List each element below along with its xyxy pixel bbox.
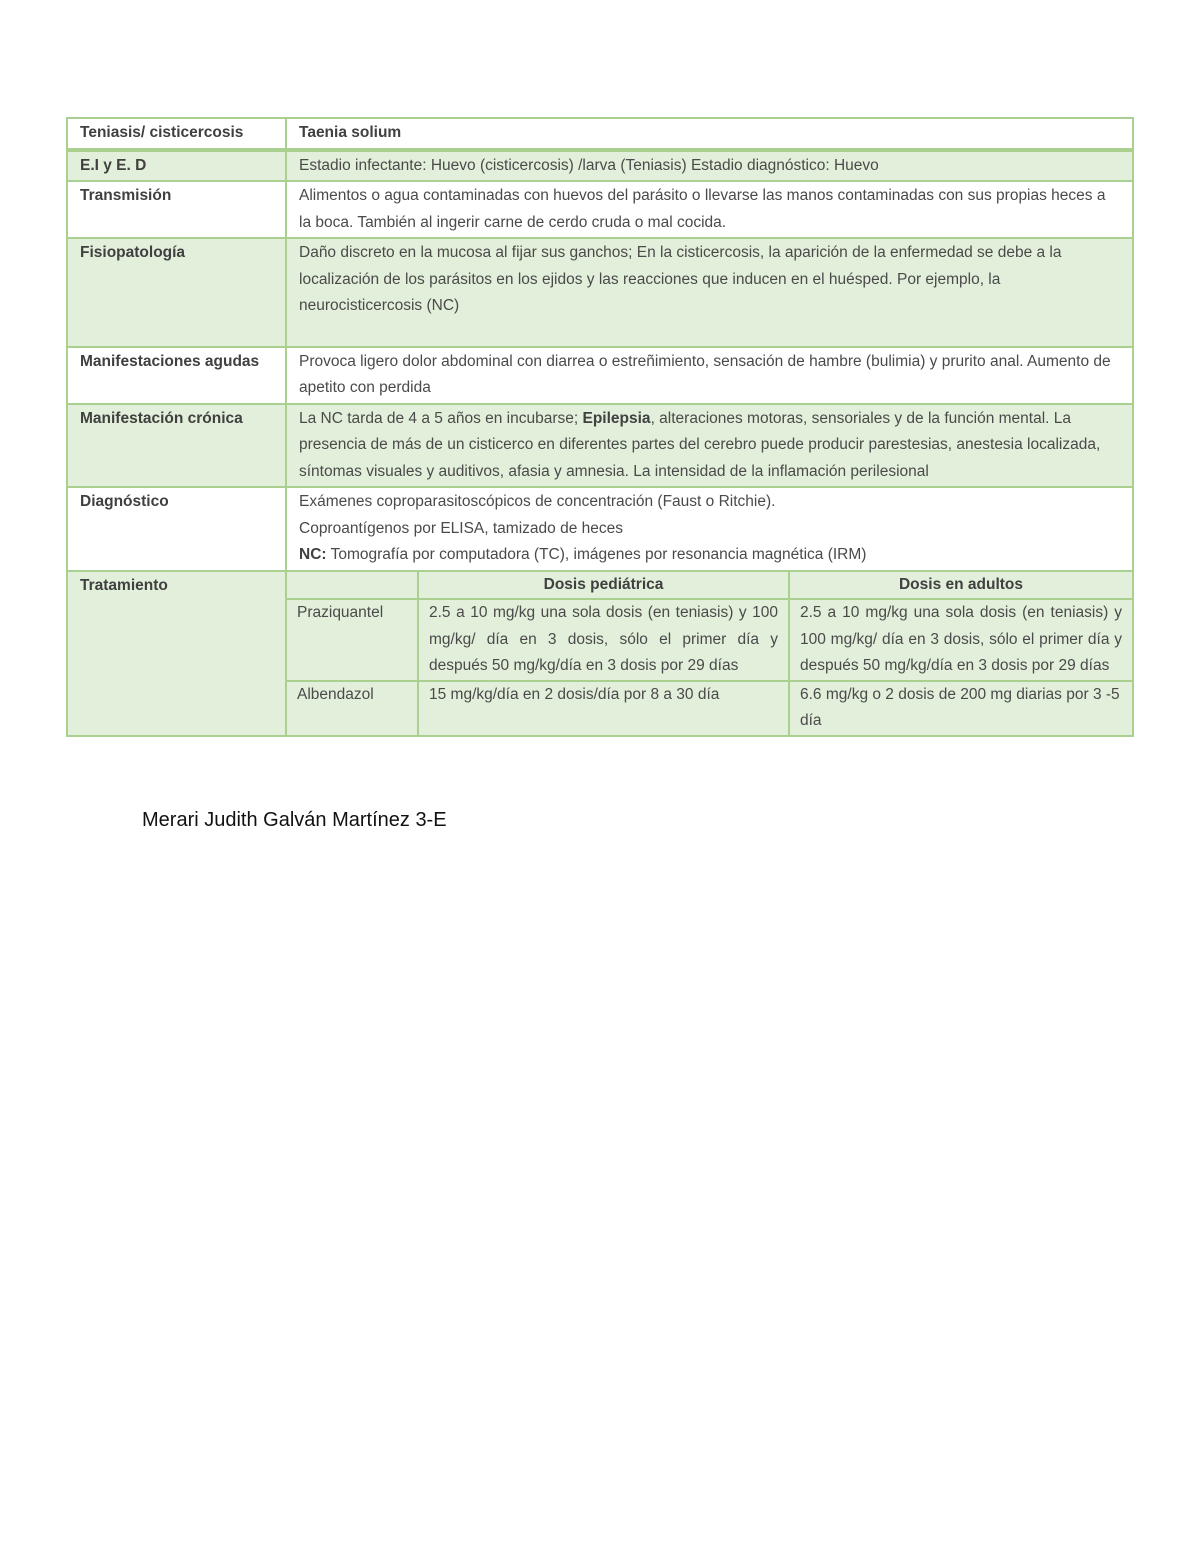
row-label: Fisiopatología (67, 238, 286, 347)
diagnosis-line-text: Tomografía por computadora (TC), imágenes por resonancia magnética (IRM) (326, 546, 867, 563)
author-name: Merari Judith Galván Martínez 3-E (142, 809, 447, 831)
row-label: Transmisión (67, 181, 286, 238)
diagnosis-line: Coproantígenos por ELISA, tamizado de heces (299, 519, 623, 537)
pediatric-dose-header: Dosis pediátrica (418, 572, 789, 600)
pediatric-dose: 15 mg/kg/día en 2 dosis/día por 8 a 30 día (418, 681, 789, 735)
table-header-row (67, 118, 1133, 150)
pediatric-dose: 2.5 a 10 mg/kg una sola dosis (en teniasis) y 100 mg/kg/ día en 3 dosis, sólo el primer día y después 50 mg/kg/día en 3 dosis por 29 días (418, 599, 789, 681)
row-value: Alimentos o agua contaminadas con huevos del parásito o llevarse las manos contaminadas con sus propias heces a la boca. También al ingerir carne de cerdo cruda o mal cocida. (286, 181, 1133, 238)
drug-row (287, 681, 1132, 735)
row-value-text: La NC tarda de 4 a 5 años en incubarse; (299, 409, 583, 427)
adult-dose: 6.6 mg/kg o 2 dosis de 200 mg diarias por 3 -5 día (789, 681, 1132, 735)
row-label: Manifestaciones agudas (67, 347, 286, 404)
row-label: Diagnóstico (67, 487, 286, 571)
table-row (67, 150, 1133, 182)
treatment-header-row (287, 572, 1132, 600)
table-row (67, 404, 1133, 488)
row-value (286, 487, 1133, 571)
empty-cell (287, 572, 418, 600)
treatment-cell (286, 571, 1133, 736)
table-row (67, 238, 1133, 347)
row-label: Tratamiento (67, 571, 286, 736)
table-row (67, 487, 1133, 571)
nc-bold: NC: (299, 546, 327, 563)
table-row (67, 181, 1133, 238)
row-value: Daño discreto en la mucosa al fijar sus ganchos; En la cisticercosis, la aparición de la enfermedad se debe a la localización de los parásitos en los ejidos y las reacciones que inducen en el huésped. Por ejemplo, la neurocisticercosis (NC) (286, 238, 1133, 347)
diagnosis-line (299, 542, 1120, 569)
header-label: Teniasis/ cisticercosis (67, 118, 286, 150)
treatment-subtable (287, 572, 1132, 735)
drug-name: Albendazol (287, 681, 418, 735)
epilepsia-bold: Epilepsia (582, 409, 651, 427)
row-label: Manifestación crónica (67, 404, 286, 488)
adult-dose: 2.5 a 10 mg/kg una sola dosis (en teniasis) y 100 mg/kg/ día en 3 dosis, sólo el primer día y después 50 mg/kg/día en 3 dosis por 29 días (789, 599, 1132, 681)
table-row (67, 347, 1133, 404)
row-value-text: , alteraciones motoras, sensoriales y de la función mental. La presencia de más de un cisticerco en diferentes partes del cerebro puede producir parestesias, anestesia localizada, síntomas visuales y auditivos, afasia y amnesia. La intensidad de la inflamación perilesional (299, 409, 1101, 480)
drug-row (287, 599, 1132, 681)
drug-name: Praziquantel (287, 599, 418, 681)
row-value: Estadio infectante: Huevo (cisticercosis) /larva (Teniasis) Estadio diagnóstico: Huevo (286, 150, 1133, 182)
diagnosis-line: Exámenes coproparasitoscópicos de concentración (Faust o Ritchie). (299, 493, 776, 510)
header-value: Taenia solium (286, 118, 1133, 150)
adult-dose-header: Dosis en adultos (789, 572, 1132, 600)
row-label: E.I y E. D (67, 150, 286, 182)
row-value (286, 404, 1133, 488)
taenia-solium-table (66, 117, 1134, 737)
row-value: Provoca ligero dolor abdominal con diarrea o estreñimiento, sensación de hambre (bulimia) y prurito anal. Aumento de apetito con perdida (286, 347, 1133, 404)
treatment-row (67, 571, 1133, 736)
